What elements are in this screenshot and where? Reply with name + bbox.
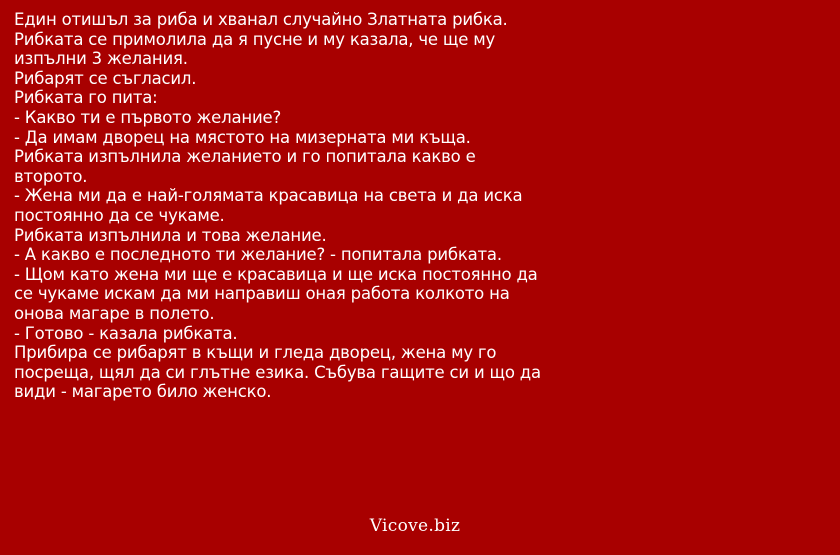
joke-line: - Да имам дворец на мястото на мизерната ми къща.	[14, 127, 471, 147]
joke-line: - Жена ми да е най-голямата красавица на света и да иска	[14, 186, 523, 206]
site-watermark: Vicove.biz	[369, 516, 461, 536]
joke-text	[14, 10, 574, 402]
joke-line: постоянно да се чукаме.	[14, 205, 225, 225]
joke-line: посреща, щял да си глътне езика. Събува гащите си и що да	[14, 362, 541, 382]
joke-line: Един отишъл за риба и хванал случайно Златната рибка.	[14, 10, 508, 29]
joke-line: Рибката изпълнила желанието и го попитала какво е	[14, 147, 476, 167]
joke-line: Рибката го пита:	[14, 88, 158, 108]
joke-line: - А какво е последното ти желание? - попитала рибката.	[14, 245, 502, 265]
joke-line: - Готово - казала рибката.	[14, 323, 238, 343]
joke-line: Рибката изпълнила и това желание.	[14, 225, 327, 245]
joke-line: - Щом като жена ми ще е красавица и ще иска постоянно да	[14, 264, 538, 284]
joke-line: онова магаре в полето.	[14, 303, 215, 323]
joke-line: Рибарят се съгласил.	[14, 68, 197, 88]
joke-line: види - магарето било женско.	[14, 382, 272, 402]
joke-line: Прибира се рибарят в къщи и гледа дворец, жена му го	[14, 343, 497, 363]
joke-line: се чукаме искам да ми направиш оная работа колкото на	[14, 284, 510, 304]
joke-line: второто.	[14, 166, 88, 186]
joke-line: Рибката се примолила да я пусне и му казала, че ще му	[14, 29, 496, 49]
joke-line: - Какво ти е първото желание?	[14, 107, 282, 127]
joke-line: изпълни 3 желания.	[14, 49, 188, 69]
